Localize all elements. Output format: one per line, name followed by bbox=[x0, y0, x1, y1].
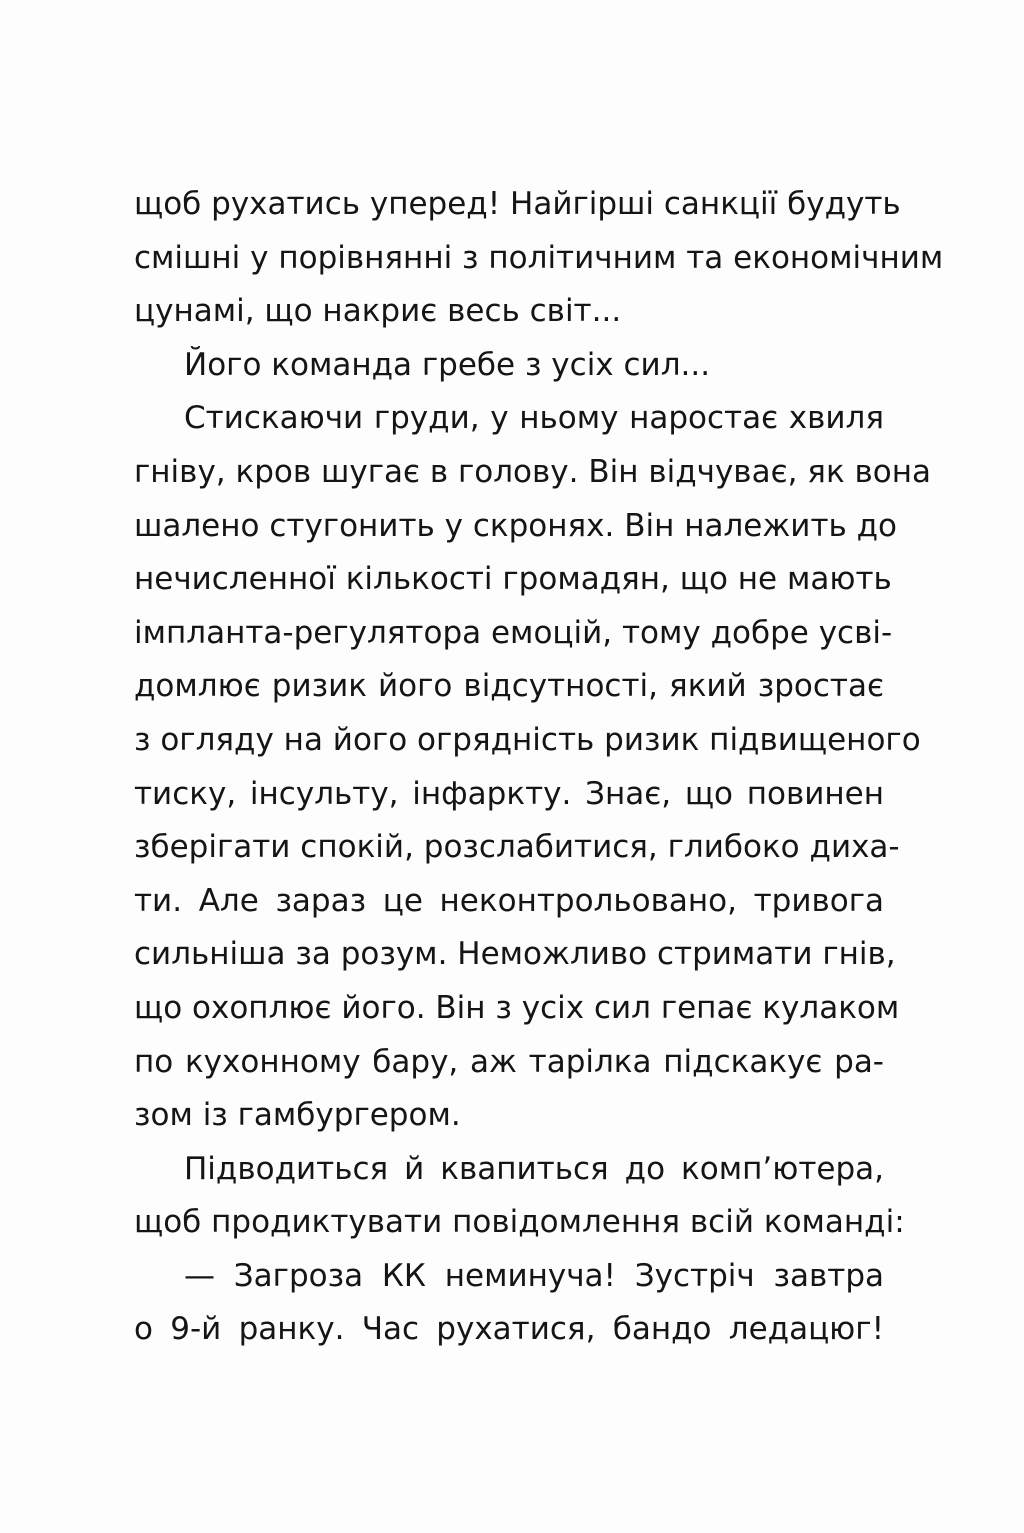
page-text bbox=[134, 178, 944, 1357]
text-line: цунамі, що накриє весь світ... bbox=[134, 293, 622, 330]
text-line: гніву, кров шугає в голову. Він відчуває, як вона bbox=[134, 453, 932, 490]
text-line: тиску, інсульту, інфаркту. Знає, що повинен bbox=[134, 775, 884, 812]
text-line: домлює ризик його відсутності, який зростає bbox=[134, 668, 884, 705]
text-line: Підводиться й квапиться до комп’ютера, bbox=[184, 1150, 884, 1187]
text-line: смішні у порівнянні з політичним та економічним bbox=[134, 239, 944, 276]
text-line: імпланта-регулятора емоцій, тому добре усві- bbox=[134, 614, 893, 651]
text-line: шалено стугонить у скронях. Він належить до bbox=[134, 507, 898, 544]
text-line: ти. Але зараз це неконтрольовано, тривога bbox=[134, 882, 884, 919]
text-line: о 9-й ранку. Час рухатися, бандо ледацюг! bbox=[134, 1311, 884, 1348]
text-line: нечисленної кількості громадян, що не мають bbox=[134, 561, 892, 598]
text-line: сильніша за розум. Неможливо стримати гнів, bbox=[134, 936, 896, 973]
text-line: зом із гамбургером. bbox=[134, 1097, 461, 1134]
text-line: щоб рухатись уперед! Найгірші санкції будуть bbox=[134, 186, 901, 222]
text-line: щоб продиктувати повідомлення всій команді: bbox=[134, 1204, 905, 1241]
text-line: Його команда гребе з усіх сил... bbox=[184, 346, 711, 383]
text-line: Стискаючи груди, у ньому наростає хвиля bbox=[184, 400, 884, 437]
text-line: зберігати спокій, розслабитися, глибоко диха- bbox=[134, 829, 900, 866]
text-line: з огляду на його огрядність ризик підвищеного bbox=[134, 721, 921, 758]
text-line: по кухонному бару, аж тарілка підскакує ра- bbox=[134, 1043, 884, 1080]
text-line: — Загроза КК неминуча! Зустріч завтра bbox=[184, 1257, 884, 1294]
text-line: що охоплює його. Він з усіх сил гепає кулаком bbox=[134, 989, 900, 1026]
